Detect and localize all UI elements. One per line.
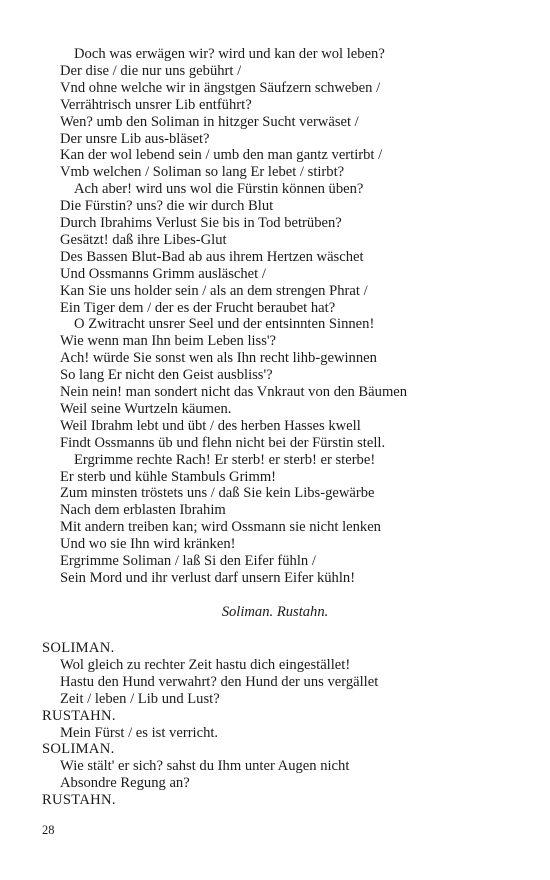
- verse-line: Der dise / die nur uns gebührt /: [60, 62, 242, 79]
- speech-line: Wie stält' er sich? sahst du Ihm unter Augen nicht: [60, 758, 350, 775]
- verse-line: Vmb welchen / Soliman so lang Er lebet / stirbt?: [60, 164, 345, 181]
- speaker-name: SOLIMAN.: [42, 640, 115, 656]
- verse-line: Der unsre Lib aus-bläset?: [60, 130, 210, 147]
- verse-line: Durch Ibrahims Verlust Sie bis in Tod betrüben?: [60, 215, 342, 231]
- speaker-name: RUSTAHN.: [42, 792, 116, 809]
- verse-line: Nach dem erblasten Ibrahim: [60, 502, 226, 519]
- verse-line: Ach! würde Sie sonst wen als Ihn recht lihb-gewinnen: [60, 350, 377, 367]
- scene-heading: Soliman. Rustahn.: [221, 604, 329, 620]
- verse-line: Zum minsten tröstets uns / daß Sie kein Libs-gewärbe: [60, 485, 375, 502]
- page-number: 28: [42, 823, 55, 837]
- verse-line: Mit andern treiben kan; wird Ossmann sie nicht lenken: [60, 519, 381, 536]
- verse-line: Kan Sie uns holder sein / als an dem strengen Phrat /: [60, 282, 368, 299]
- verse-line: Die Fürstin? uns? die wir durch Blut: [60, 198, 274, 215]
- verse-line: Weil Ibrahm lebt und übt / des herben Hasses kwell: [60, 417, 361, 434]
- speaker-name: SOLIMAN.: [42, 741, 115, 758]
- verse-line: Ein Tiger dem / der es der Frucht beraubet hat?: [60, 299, 336, 316]
- speech-line: Mein Fürst / es ist verricht.: [60, 724, 219, 741]
- verse-line: Verrähtrisch unsrer Lib entführt?: [60, 96, 252, 113]
- verse-line: Ach aber! wird uns wol die Fürstin können üben?: [74, 181, 364, 198]
- verse-line: Wie wenn man Ihn beim Leben liss'?: [60, 333, 277, 350]
- verse-line: Vnd ohne welche wir in ängstgen Säufzern schweben /: [60, 79, 381, 96]
- verse-line: Findt Ossmanns üb und flehn nicht bei der Fürstin stell.: [60, 434, 386, 451]
- verse-line: Des Bassen Blut-Bad ab aus ihrem Hertzen wäschet: [60, 248, 364, 265]
- verse-line: Weil seine Wurtzeln käumen.: [60, 400, 232, 417]
- speaker-name: RUSTAHN.: [42, 707, 116, 724]
- verse-line: Wen? umb den Soliman in hitzger Sucht verwäset /: [60, 113, 359, 130]
- speech-line: Zeit / leben / Lib und Lust?: [60, 690, 220, 707]
- verse-line: Und Ossmanns Grimm ausläschet /: [60, 265, 266, 282]
- verse-line: Gesätzt! daß ihre Libes-Glut: [60, 231, 227, 248]
- speech-line: Absondre Regung an?: [60, 775, 190, 792]
- speech-line: Hastu den Hund verwahrt? den Hund der uns vergället: [60, 673, 379, 690]
- verse-line: Nein nein! man sondert nicht das Vnkraut von den Bäumen: [60, 384, 408, 400]
- verse-line: Ergrimme Soliman / laß Si den Eifer fühln /: [60, 553, 316, 569]
- verse-line: Sein Mord und ihr verlust darf unsern Eifer kühln!: [60, 569, 356, 586]
- verse-line: Und wo sie Ihn wird kränken!: [60, 536, 236, 553]
- verse-line: Kan der wol lebend sein / umb den man gantz vertirbt /: [60, 147, 383, 164]
- speech-line: Wol gleich zu rechter Zeit hastu dich eingestället!: [60, 656, 351, 673]
- verse-line: Doch was erwägen wir? wird und kan der wol leben?: [74, 46, 385, 62]
- verse-line: O Zwitracht unsrer Seel und der entsinnten Sinnen!: [74, 316, 375, 333]
- verse-line: So lang Er nicht den Geist ausbliss'?: [60, 367, 273, 384]
- verse-line: Er sterb und kühle Stambuls Grimm!: [60, 468, 277, 485]
- verse-line: Ergrimme rechte Rach! Er sterb! er sterb! er sterbe!: [74, 451, 376, 468]
